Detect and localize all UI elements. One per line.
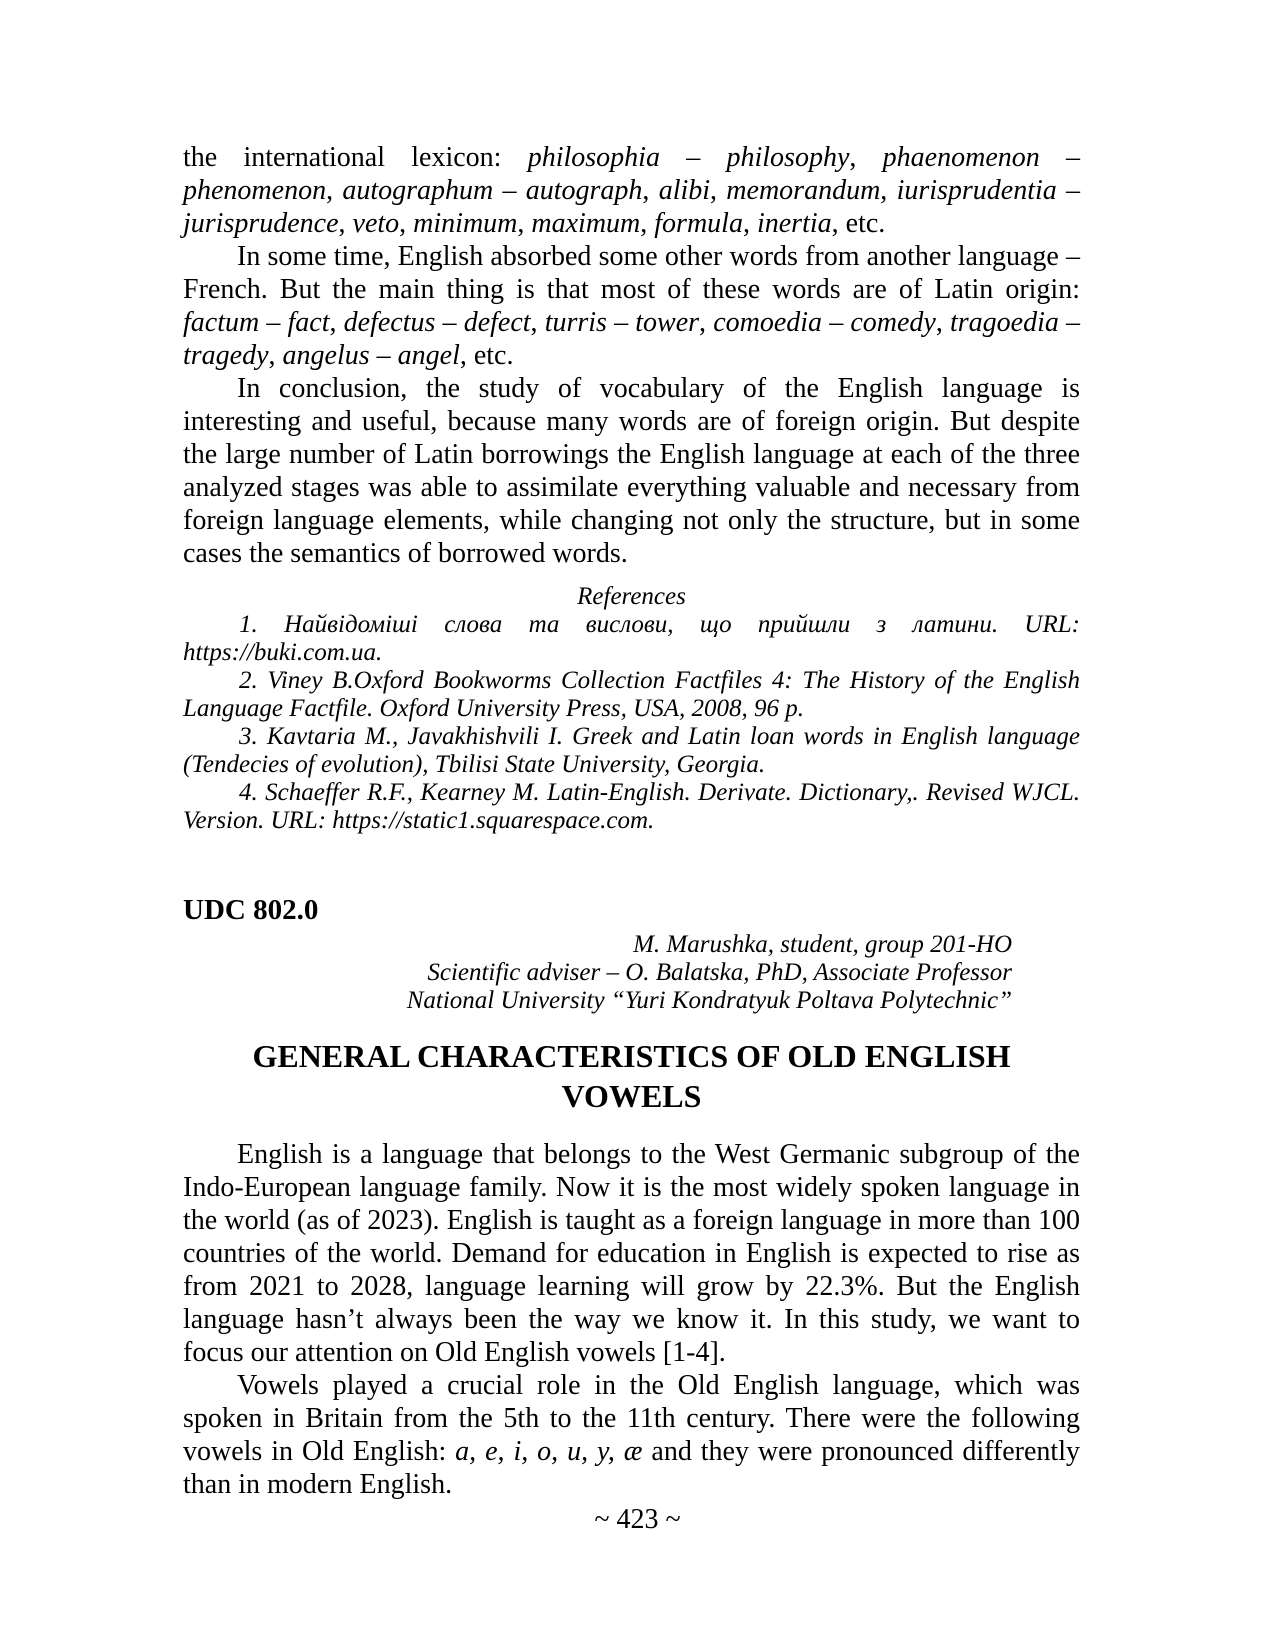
paragraph-english-overview: English is a language that belongs to the West Germanic subgroup of the Indo-European language family. Now it is the most widely spoken language in the world (as of 2023). English is taught as a foreign language in more than 100 countries of the world. Demand for education in English is expected to rise as from 2021 to 2028, language learning will grow by 22.3%. But the English language hasn’t always been the way we know it. In this study, we want to focus our attention on Old English vowels [1-4].	[183, 1139, 1080, 1368]
author-block	[183, 931, 1080, 1015]
reference-item-4: 4. Schaeffer R.F., Kearney M. Latin-English. Derivate. Dictionary,. Revised WJCL. Version. URL: https://static1.squarespace.com.	[183, 779, 1080, 834]
references-heading: References	[577, 583, 686, 610]
paragraph-conclusion: In conclusion, the study of vocabulary of the English language is interesting and useful, because many words are of foreign origin. But despite the large number of Latin borrowings the English language at each of the three analyzed stages was able to assimilate everything valuable and necessary from foreign language elements, while changing not only the structure, but in some cases the semantics of borrowed words.	[183, 373, 1080, 569]
paragraph-french-borrowings: In some time, English absorbed some other words from another language – French. But the main thing is that most of these words are of Latin origin: factum – fact, defectus – defect, turris – tower, comoedia – comedy, tragoedia – tragedy, angelus – angel, etc.	[183, 241, 1081, 371]
page-number	[0, 1503, 1275, 1536]
author-student: M. Marushka, student, group 201-HO	[633, 931, 1012, 958]
author-university: National University “Yuri Kondratyuk Poltava Polytechnic”	[406, 987, 1012, 1014]
paragraph-old-english-vowels: Vowels played a crucial role in the Old English language, which was spoken in Britain from the 5th to the 11th century. There were the following vowels in Old English: a, e, i, o, u, y, æ and they were pronounced differently than in modern English.	[183, 1370, 1080, 1500]
reference-item-2: 2. Viney B.Oxford Bookworms Collection Factfiles 4: The History of the English Language Factfile. Oxford University Press, USA, 2008, 96 p.	[183, 667, 1080, 722]
page-content	[183, 141, 1080, 1501]
article-title: GENERAL CHARACTERISTICS OF OLD ENGLISH VOWELS	[252, 1038, 1011, 1114]
page-number-text: ~ 423 ~	[594, 1504, 681, 1535]
reference-item-1: 1. Найвідоміші слова та вислови, що прийшли з латини. URL: https://buki.com.ua.	[183, 611, 1080, 666]
author-adviser: Scientific adviser – O. Balatska, PhD, Associate Professor	[427, 959, 1012, 986]
reference-item-3: 3. Kavtaria M., Javakhishvili I. Greek and Latin loan words in English language (Tendecies of evolution), Tbilisi State University, Georgia.	[183, 723, 1080, 778]
udc-code: UDC 802.0	[183, 894, 319, 926]
paragraph-latin-lexicon: the international lexicon: philosophia – philosophy, phaenomenon – phenomenon, autographum – autograph, alibi, memorandum, iurisprudentia – jurisprudence, veto, minimum, maximum, formula, inertia, etc.	[183, 142, 1081, 239]
